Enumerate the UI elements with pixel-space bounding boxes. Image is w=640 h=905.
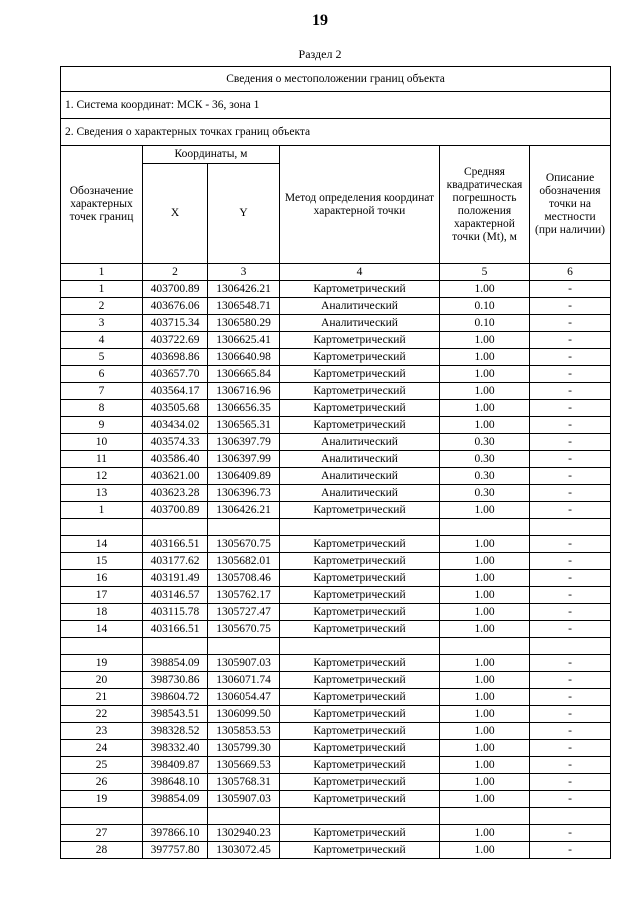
x-cell: 398332.40	[143, 740, 208, 757]
method-cell	[280, 808, 440, 825]
table-row	[61, 502, 611, 519]
x-cell: 398328.52	[143, 723, 208, 740]
y-cell: 1306396.73	[208, 485, 280, 502]
description-cell: -	[530, 417, 611, 434]
description-cell: -	[530, 434, 611, 451]
method-cell: Картометрический	[280, 536, 440, 553]
y-cell: 1306580.29	[208, 315, 280, 332]
x-cell: 398409.87	[143, 757, 208, 774]
description-cell: -	[530, 451, 611, 468]
x-cell: 403166.51	[143, 536, 208, 553]
method-cell: Картометрический	[280, 587, 440, 604]
y-cell: 1305669.53	[208, 757, 280, 774]
method-cell: Картометрический	[280, 706, 440, 723]
point-number-cell: 16	[61, 570, 143, 587]
x-cell: 398604.72	[143, 689, 208, 706]
description-cell: -	[530, 553, 611, 570]
description-cell: -	[530, 604, 611, 621]
table-row-empty	[61, 808, 611, 825]
table-row	[61, 553, 611, 570]
method-cell: Картометрический	[280, 502, 440, 519]
point-number-cell: 20	[61, 672, 143, 689]
description-cell: -	[530, 774, 611, 791]
error-cell: 1.00	[440, 417, 530, 434]
y-cell	[208, 808, 280, 825]
table-row	[61, 621, 611, 638]
method-cell: Картометрический	[280, 604, 440, 621]
method-cell: Картометрический	[280, 791, 440, 808]
method-cell: Картометрический	[280, 672, 440, 689]
error-cell: 1.00	[440, 842, 530, 859]
description-cell: -	[530, 400, 611, 417]
y-cell: 1305799.30	[208, 740, 280, 757]
points-heading: 2. Сведения о характерных точках границ объекта	[61, 119, 611, 146]
x-cell: 403700.89	[143, 281, 208, 298]
x-cell: 403166.51	[143, 621, 208, 638]
point-number-cell: 1	[61, 281, 143, 298]
point-number-cell	[61, 638, 143, 655]
y-cell: 1303072.45	[208, 842, 280, 859]
page-number: 19	[312, 12, 328, 29]
table-row	[61, 400, 611, 417]
x-cell	[143, 808, 208, 825]
table-row	[61, 604, 611, 621]
point-number-cell: 1	[61, 502, 143, 519]
error-cell: 1.00	[440, 791, 530, 808]
error-cell: 1.00	[440, 502, 530, 519]
header-error: Средняя квадратическая погрешность положения характерной точки (Mt), м	[440, 146, 530, 264]
method-cell: Картометрический	[280, 655, 440, 672]
error-cell: 1.00	[440, 757, 530, 774]
y-cell: 1305907.03	[208, 655, 280, 672]
y-cell: 1306656.35	[208, 400, 280, 417]
error-cell: 0.10	[440, 315, 530, 332]
method-cell: Картометрический	[280, 774, 440, 791]
method-cell: Картометрический	[280, 400, 440, 417]
point-number-cell: 19	[61, 791, 143, 808]
error-cell: 1.00	[440, 825, 530, 842]
table-row	[61, 383, 611, 400]
method-cell: Картометрический	[280, 553, 440, 570]
error-cell: 1.00	[440, 366, 530, 383]
description-cell: -	[530, 842, 611, 859]
point-number-cell: 17	[61, 587, 143, 604]
column-number: 3	[208, 264, 280, 281]
x-cell: 403564.17	[143, 383, 208, 400]
y-cell: 1305670.75	[208, 536, 280, 553]
table-row	[61, 281, 611, 298]
method-cell: Картометрический	[280, 842, 440, 859]
method-cell: Картометрический	[280, 383, 440, 400]
x-cell: 403722.69	[143, 332, 208, 349]
error-cell: 1.00	[440, 587, 530, 604]
table-row	[61, 757, 611, 774]
error-cell: 1.00	[440, 553, 530, 570]
method-cell: Картометрический	[280, 281, 440, 298]
method-cell: Картометрический	[280, 417, 440, 434]
table-row	[61, 485, 611, 502]
table-row-empty	[61, 519, 611, 536]
point-number-cell: 5	[61, 349, 143, 366]
x-cell: 398730.86	[143, 672, 208, 689]
header-y: Y	[208, 164, 280, 264]
table-row	[61, 434, 611, 451]
method-cell: Картометрический	[280, 349, 440, 366]
description-cell: -	[530, 281, 611, 298]
method-cell: Картометрический	[280, 740, 440, 757]
description-cell: -	[530, 536, 611, 553]
coord-system-row	[61, 92, 611, 119]
error-cell: 1.00	[440, 621, 530, 638]
table-row	[61, 587, 611, 604]
point-number-cell: 14	[61, 621, 143, 638]
table-row	[61, 468, 611, 485]
table-row	[61, 689, 611, 706]
table-row	[61, 366, 611, 383]
point-number-cell: 18	[61, 604, 143, 621]
y-cell: 1305727.47	[208, 604, 280, 621]
x-cell: 397757.80	[143, 842, 208, 859]
point-number-cell: 4	[61, 332, 143, 349]
point-number-cell: 19	[61, 655, 143, 672]
x-cell: 403657.70	[143, 366, 208, 383]
y-cell: 1305682.01	[208, 553, 280, 570]
table-row	[61, 536, 611, 553]
description-cell: -	[530, 587, 611, 604]
point-number-cell: 22	[61, 706, 143, 723]
x-cell: 403574.33	[143, 434, 208, 451]
boundary-points-table	[60, 66, 611, 859]
error-cell: 1.00	[440, 723, 530, 740]
y-cell: 1306640.98	[208, 349, 280, 366]
point-number-cell	[61, 519, 143, 536]
description-cell: -	[530, 298, 611, 315]
header-x: X	[143, 164, 208, 264]
error-cell: 1.00	[440, 349, 530, 366]
point-number-cell: 25	[61, 757, 143, 774]
y-cell: 1306071.74	[208, 672, 280, 689]
x-cell: 403623.28	[143, 485, 208, 502]
y-cell: 1306054.47	[208, 689, 280, 706]
x-cell: 397866.10	[143, 825, 208, 842]
description-cell: -	[530, 723, 611, 740]
coord-system: 1. Система координат: МСК - 36, зона 1	[61, 92, 611, 119]
method-cell: Картометрический	[280, 621, 440, 638]
table-title-row	[61, 67, 611, 92]
table-row	[61, 842, 611, 859]
y-cell: 1305670.75	[208, 621, 280, 638]
description-cell: -	[530, 791, 611, 808]
header-method: Метод определения координат характерной точки	[280, 146, 440, 264]
table-title: Сведения о местоположении границ объекта	[61, 67, 611, 92]
error-cell: 1.00	[440, 536, 530, 553]
y-cell: 1305907.03	[208, 791, 280, 808]
x-cell: 403146.57	[143, 587, 208, 604]
y-cell	[208, 519, 280, 536]
y-cell: 1306426.21	[208, 502, 280, 519]
table-row	[61, 570, 611, 587]
section-label: Раздел 2	[298, 47, 342, 61]
header-point-designation: Обозначение характерных точек границ	[61, 146, 143, 264]
y-cell: 1306548.71	[208, 298, 280, 315]
error-cell: 1.00	[440, 383, 530, 400]
table-row	[61, 791, 611, 808]
description-cell: -	[530, 502, 611, 519]
method-cell: Картометрический	[280, 689, 440, 706]
x-cell: 403621.00	[143, 468, 208, 485]
point-number-cell: 11	[61, 451, 143, 468]
description-cell: -	[530, 468, 611, 485]
table-row	[61, 315, 611, 332]
description-cell: -	[530, 757, 611, 774]
method-cell: Аналитический	[280, 468, 440, 485]
y-cell: 1306565.31	[208, 417, 280, 434]
table-row	[61, 706, 611, 723]
y-cell: 1306397.79	[208, 434, 280, 451]
method-cell: Аналитический	[280, 434, 440, 451]
point-number-cell: 12	[61, 468, 143, 485]
description-cell: -	[530, 349, 611, 366]
error-cell: 0.30	[440, 468, 530, 485]
method-cell: Аналитический	[280, 298, 440, 315]
description-cell: -	[530, 621, 611, 638]
error-cell: 1.00	[440, 740, 530, 757]
description-cell	[530, 519, 611, 536]
error-cell: 1.00	[440, 706, 530, 723]
y-cell: 1305762.17	[208, 587, 280, 604]
error-cell: 1.00	[440, 604, 530, 621]
x-cell: 398854.09	[143, 791, 208, 808]
point-number-cell: 24	[61, 740, 143, 757]
x-cell: 403115.78	[143, 604, 208, 621]
description-cell: -	[530, 332, 611, 349]
method-cell: Аналитический	[280, 315, 440, 332]
point-number-cell: 10	[61, 434, 143, 451]
point-number-cell: 14	[61, 536, 143, 553]
table-row	[61, 451, 611, 468]
point-number-cell: 26	[61, 774, 143, 791]
x-cell: 403715.34	[143, 315, 208, 332]
description-cell: -	[530, 672, 611, 689]
y-cell: 1305708.46	[208, 570, 280, 587]
error-cell: 0.30	[440, 434, 530, 451]
y-cell: 1305768.31	[208, 774, 280, 791]
x-cell: 403434.02	[143, 417, 208, 434]
point-number-cell: 21	[61, 689, 143, 706]
method-cell: Картометрический	[280, 332, 440, 349]
y-cell: 1306409.89	[208, 468, 280, 485]
description-cell	[530, 808, 611, 825]
x-cell: 398854.09	[143, 655, 208, 672]
table-row	[61, 349, 611, 366]
point-number-cell: 3	[61, 315, 143, 332]
x-cell: 403177.62	[143, 553, 208, 570]
method-cell: Картометрический	[280, 825, 440, 842]
point-number-cell	[61, 808, 143, 825]
description-cell: -	[530, 706, 611, 723]
x-cell: 398543.51	[143, 706, 208, 723]
error-cell: 0.30	[440, 451, 530, 468]
error-cell: 1.00	[440, 672, 530, 689]
error-cell	[440, 638, 530, 655]
description-cell: -	[530, 825, 611, 842]
description-cell: -	[530, 689, 611, 706]
points-heading-row	[61, 119, 611, 146]
x-cell	[143, 638, 208, 655]
point-number-cell: 13	[61, 485, 143, 502]
description-cell	[530, 638, 611, 655]
error-cell	[440, 808, 530, 825]
y-cell: 1306397.99	[208, 451, 280, 468]
table-row	[61, 298, 611, 315]
x-cell: 403700.89	[143, 502, 208, 519]
method-cell: Аналитический	[280, 485, 440, 502]
point-number-cell: 6	[61, 366, 143, 383]
error-cell: 1.00	[440, 400, 530, 417]
point-number-cell: 8	[61, 400, 143, 417]
description-cell: -	[530, 655, 611, 672]
header-coordinates: Координаты, м	[143, 146, 280, 164]
header-row-1	[61, 146, 611, 164]
description-cell: -	[530, 570, 611, 587]
error-cell: 1.00	[440, 774, 530, 791]
y-cell: 1306716.96	[208, 383, 280, 400]
column-number: 2	[143, 264, 208, 281]
column-numbers-row	[61, 264, 611, 281]
y-cell	[208, 638, 280, 655]
point-number-cell: 7	[61, 383, 143, 400]
method-cell: Картометрический	[280, 723, 440, 740]
error-cell: 0.30	[440, 485, 530, 502]
point-number-cell: 28	[61, 842, 143, 859]
method-cell: Картометрический	[280, 570, 440, 587]
error-cell: 1.00	[440, 281, 530, 298]
table-row-empty	[61, 638, 611, 655]
point-number-cell: 27	[61, 825, 143, 842]
table-row	[61, 417, 611, 434]
error-cell	[440, 519, 530, 536]
x-cell: 398648.10	[143, 774, 208, 791]
error-cell: 1.00	[440, 570, 530, 587]
description-cell: -	[530, 485, 611, 502]
description-cell: -	[530, 740, 611, 757]
x-cell: 403191.49	[143, 570, 208, 587]
y-cell: 1306625.41	[208, 332, 280, 349]
error-cell: 1.00	[440, 332, 530, 349]
table-row	[61, 672, 611, 689]
x-cell: 403505.68	[143, 400, 208, 417]
y-cell: 1305853.53	[208, 723, 280, 740]
y-cell: 1306099.50	[208, 706, 280, 723]
method-cell: Аналитический	[280, 451, 440, 468]
y-cell: 1306426.21	[208, 281, 280, 298]
method-cell	[280, 519, 440, 536]
table-row	[61, 825, 611, 842]
error-cell: 1.00	[440, 655, 530, 672]
header-description: Описание обозначения точки на местности (при наличии)	[530, 146, 611, 264]
method-cell: Картометрический	[280, 757, 440, 774]
description-cell: -	[530, 383, 611, 400]
x-cell: 403586.40	[143, 451, 208, 468]
table-row	[61, 774, 611, 791]
table-row	[61, 655, 611, 672]
table-row	[61, 723, 611, 740]
x-cell: 403698.86	[143, 349, 208, 366]
y-cell: 1302940.23	[208, 825, 280, 842]
column-number: 6	[530, 264, 611, 281]
point-number-cell: 15	[61, 553, 143, 570]
point-number-cell: 9	[61, 417, 143, 434]
x-cell: 403676.06	[143, 298, 208, 315]
point-number-cell: 2	[61, 298, 143, 315]
error-cell: 0.10	[440, 298, 530, 315]
error-cell: 1.00	[440, 689, 530, 706]
method-cell	[280, 638, 440, 655]
point-number-cell: 23	[61, 723, 143, 740]
table-row	[61, 740, 611, 757]
y-cell: 1306665.84	[208, 366, 280, 383]
table-row	[61, 332, 611, 349]
column-number: 5	[440, 264, 530, 281]
description-cell: -	[530, 315, 611, 332]
x-cell	[143, 519, 208, 536]
method-cell: Картометрический	[280, 366, 440, 383]
description-cell: -	[530, 366, 611, 383]
column-number: 4	[280, 264, 440, 281]
column-number: 1	[61, 264, 143, 281]
